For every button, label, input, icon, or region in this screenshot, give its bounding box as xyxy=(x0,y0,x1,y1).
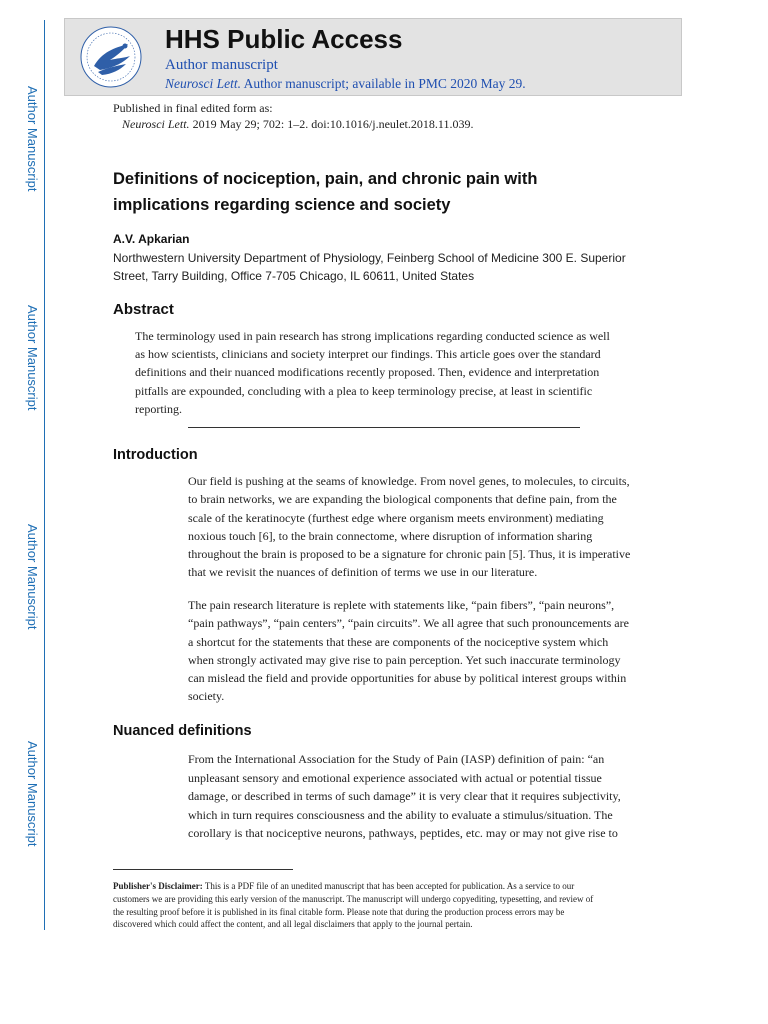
hhs-eagle-seal-icon xyxy=(70,22,152,92)
published-label: Published in final edited form as: xyxy=(113,101,273,115)
footnote-line: discovered which could affect the content, and all legal disclaimers that apply to the journal pertain. xyxy=(113,919,473,930)
article-title-line: Definitions of nociception, pain, and chronic pain with xyxy=(113,170,538,188)
publisher-disclaimer xyxy=(113,880,658,931)
affiliation xyxy=(113,249,658,285)
sidebar-label-author-manuscript: Author Manuscript xyxy=(25,86,40,192)
paragraph-line: The pain research literature is replete with statements like, “pain fibers”, “pain neurons”, xyxy=(188,598,615,612)
banner-subtitle: Author manuscript xyxy=(165,57,278,73)
abstract-line: reporting. xyxy=(135,401,182,416)
citation-journal: Neurosci Lett. xyxy=(122,117,190,131)
paragraph-line: Our field is pushing at the seams of knowledge. From novel genes, to molecules, to circuits, xyxy=(188,474,630,488)
paragraph-line: that we revisit the nuances of definition of terms we use in our literature. xyxy=(188,565,538,580)
article-title-line: implications regarding science and society xyxy=(113,196,451,214)
paragraph-line: a shortcut for the statements that these are components of the nociceptive system which xyxy=(188,634,609,649)
journal-name: Neurosci Lett. xyxy=(165,76,241,91)
author-name: A.V. Apkarian xyxy=(113,232,190,246)
introduction-heading: Introduction xyxy=(113,447,198,463)
paragraph-line: damage, or described in terms of such damage” it is very clear that it requires subjectivity, xyxy=(188,789,621,803)
availability-text: Author manuscript; available in PMC 2020 May 29. xyxy=(241,76,526,91)
affiliation-line: Street, Tarry Building, Office 7-705 Chicago, IL 60611, United States xyxy=(113,269,475,283)
paragraph-line: when strongly activated may give rise to pain perception. Yet such inaccurate terminology xyxy=(188,652,621,667)
disclaimer-label: Publisher's Disclaimer: xyxy=(113,881,203,891)
paragraph-line: society. xyxy=(188,689,225,704)
paragraph-line: throughout the brain is proposed to be a signature for chronic pain [5]. Thus, it is imperative xyxy=(188,547,631,562)
abstract-line: pitfalls are expounded, concluding with a plea to keep terminology precise, at least in scientific xyxy=(135,383,593,398)
sidebar-label-author-manuscript: Author Manuscript xyxy=(25,741,40,847)
abstract-line: as how scientists, clinicians and society interpret our findings. This article goes over the standard xyxy=(135,347,601,362)
paragraph-line: scale of the keratinocyte (furthest edge where organism meets environment) mediating xyxy=(188,510,604,525)
affiliation-line: Northwestern University Department of Physiology, Feinberg School of Medicine 300 E. Superior xyxy=(113,251,626,265)
paragraph-line: “pain pathways”, “pain centers”, “pain circuits”. We all agree that such pronouncements are xyxy=(188,616,629,631)
abstract-heading: Abstract xyxy=(113,301,174,318)
nuanced-definitions-paragraph xyxy=(188,750,658,843)
sidebar-label-author-manuscript: Author Manuscript xyxy=(25,305,40,411)
nuanced-definitions-heading: Nuanced definitions xyxy=(113,723,252,739)
footnote-line xyxy=(113,880,658,893)
banner-title: HHS Public Access xyxy=(165,24,403,54)
footnote-line: customers we are providing this early version of the manuscript. The manuscript will undergo copyediting, typesetting, and review of xyxy=(113,893,594,904)
disclaimer-text: This is a PDF file of an unedited manuscript that has been accepted for publication. As a service to our xyxy=(202,881,575,891)
sidebar-rule xyxy=(44,20,45,930)
citation-details: 2019 May 29; 702: 1–2. doi:10.1016/j.neulet.2018.11.039. xyxy=(189,117,474,131)
paragraph-line: can mislead the field and provide opportunities for abuse by political interest groups within xyxy=(188,671,627,686)
article-title xyxy=(113,166,643,218)
paragraph-line: unpleasant sensory and emotional experience associated with actual or potential tissue xyxy=(188,770,602,785)
paragraph-line: From the International Association for the Study of Pain (IASP) definition of pain: “an xyxy=(188,752,605,766)
footnote-line: the resulting proof before it is published in its final citable form. Please note that during the production process errors may be xyxy=(113,906,565,917)
footnote-divider xyxy=(113,869,293,870)
abstract-body xyxy=(135,327,635,418)
abstract-line: definitions and their nuanced modifications recently proposed. Then, evidence and interpretation xyxy=(135,365,600,380)
abstract-divider xyxy=(188,427,580,428)
paragraph-line: which in turn requires consciousness and the ability to evaluate a stimulus/situation. The xyxy=(188,807,613,822)
banner-availability xyxy=(165,76,526,92)
sidebar-label-author-manuscript: Author Manuscript xyxy=(25,524,40,630)
abstract-line: The terminology used in pain research has strong implications regarding conducted science as well xyxy=(135,329,610,343)
introduction-paragraph-1 xyxy=(188,472,658,582)
paragraph-line: corollary is that nociceptive neurons, pathways, peptides, etc. may or may not give rise to xyxy=(188,826,618,840)
paragraph-line: noxious touch [6], to the brain connectome, where disruption of information sharing xyxy=(188,528,593,543)
citation xyxy=(122,117,473,132)
paragraph-line: to brain networks, we are expanding the biological components that define pain, from the xyxy=(188,492,617,507)
introduction-paragraph-2 xyxy=(188,596,658,706)
